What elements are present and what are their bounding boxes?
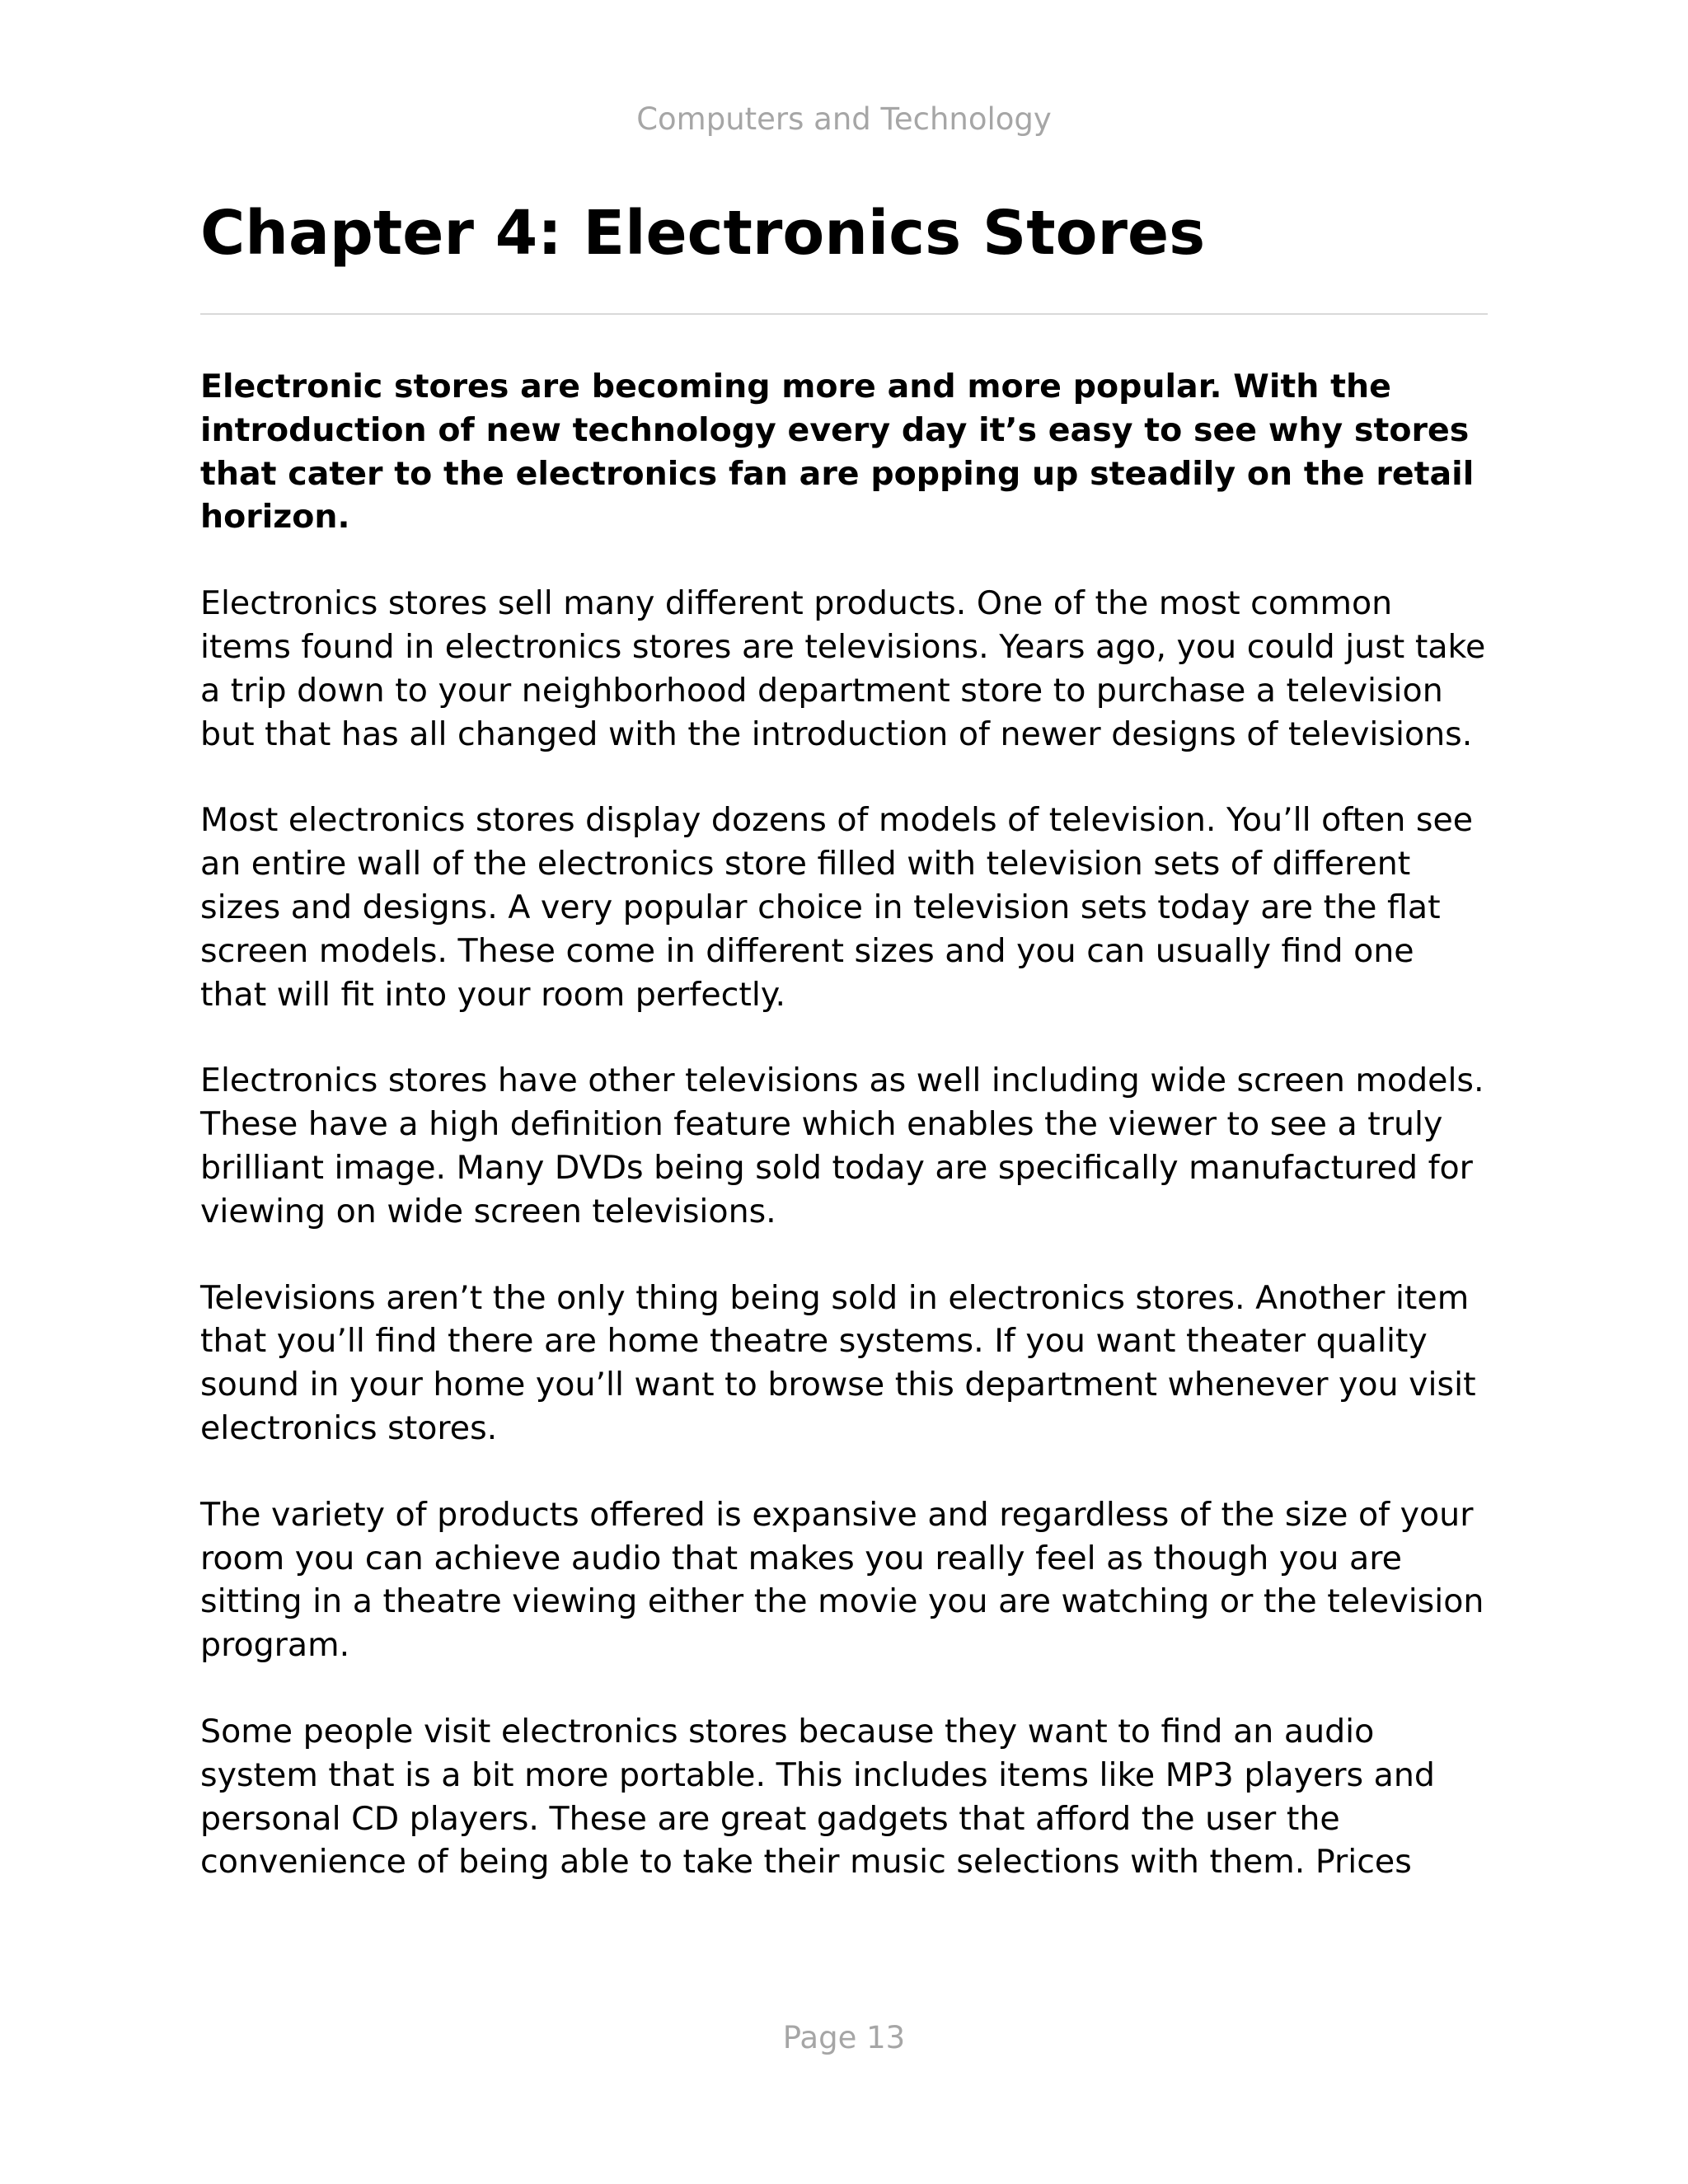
page-content bbox=[200, 194, 1488, 1927]
chapter-title: Chapter 4: Electronics Stores bbox=[200, 198, 1206, 269]
lead-paragraph: Electronic stores are becoming more and more popular. With the introduction of new technology every day it’s easy to see why stores that cater to the electronics fan are popping up steadily on the retail horizon. bbox=[200, 368, 1475, 537]
page-number: Page 13 bbox=[782, 2020, 906, 2055]
paragraph: The variety of products offered is expansive and regardless of the size of your room you can achieve audio that makes you really feel as though you are sitting in a theatre viewing either the movie you are watching or the television program. bbox=[200, 1495, 1484, 1665]
paragraph: Some people visit electronics stores because they want to find an audio system that is a bit more portable. This includes items like MP3 players and personal CD players. These are great gadgets that afford the user the convenience of being able to take their music selections with them. Prices bbox=[200, 1712, 1435, 1882]
paragraph: Most electronics stores display dozens of models of television. You’ll often see an entire wall of the electronics store filled with television sets of different sizes and designs. A very popular choice in television sets today are the flat screen models. These come in different sizes and you can usually find one that will fit into your room perfectly. bbox=[200, 801, 1474, 1014]
paragraph: Televisions aren’t the only thing being sold in electronics stores. Another item that you’ll find there are home theatre systems. If you want theater quality sound in your home you’ll want to browse this department whenever you visit electronics stores. bbox=[200, 1278, 1476, 1447]
running-header: Computers and Technology bbox=[636, 101, 1052, 137]
body-text bbox=[200, 365, 1488, 1884]
paragraph: Electronics stores have other televisions as well including wide screen models. These have a high definition feature which enables the viewer to see a truly brilliant image. Many DVDs being sold today are specifically manufactured for viewing on wide screen televisions. bbox=[200, 1062, 1484, 1230]
paragraph: Electronics stores sell many different products. One of the most common items found in electronics stores are televisions. Years ago, you could just take a trip down to your neighborhood department store to purchase a television but that has all changed with the introduction of newer designs of televisions. bbox=[200, 584, 1486, 753]
title-divider bbox=[200, 313, 1488, 315]
